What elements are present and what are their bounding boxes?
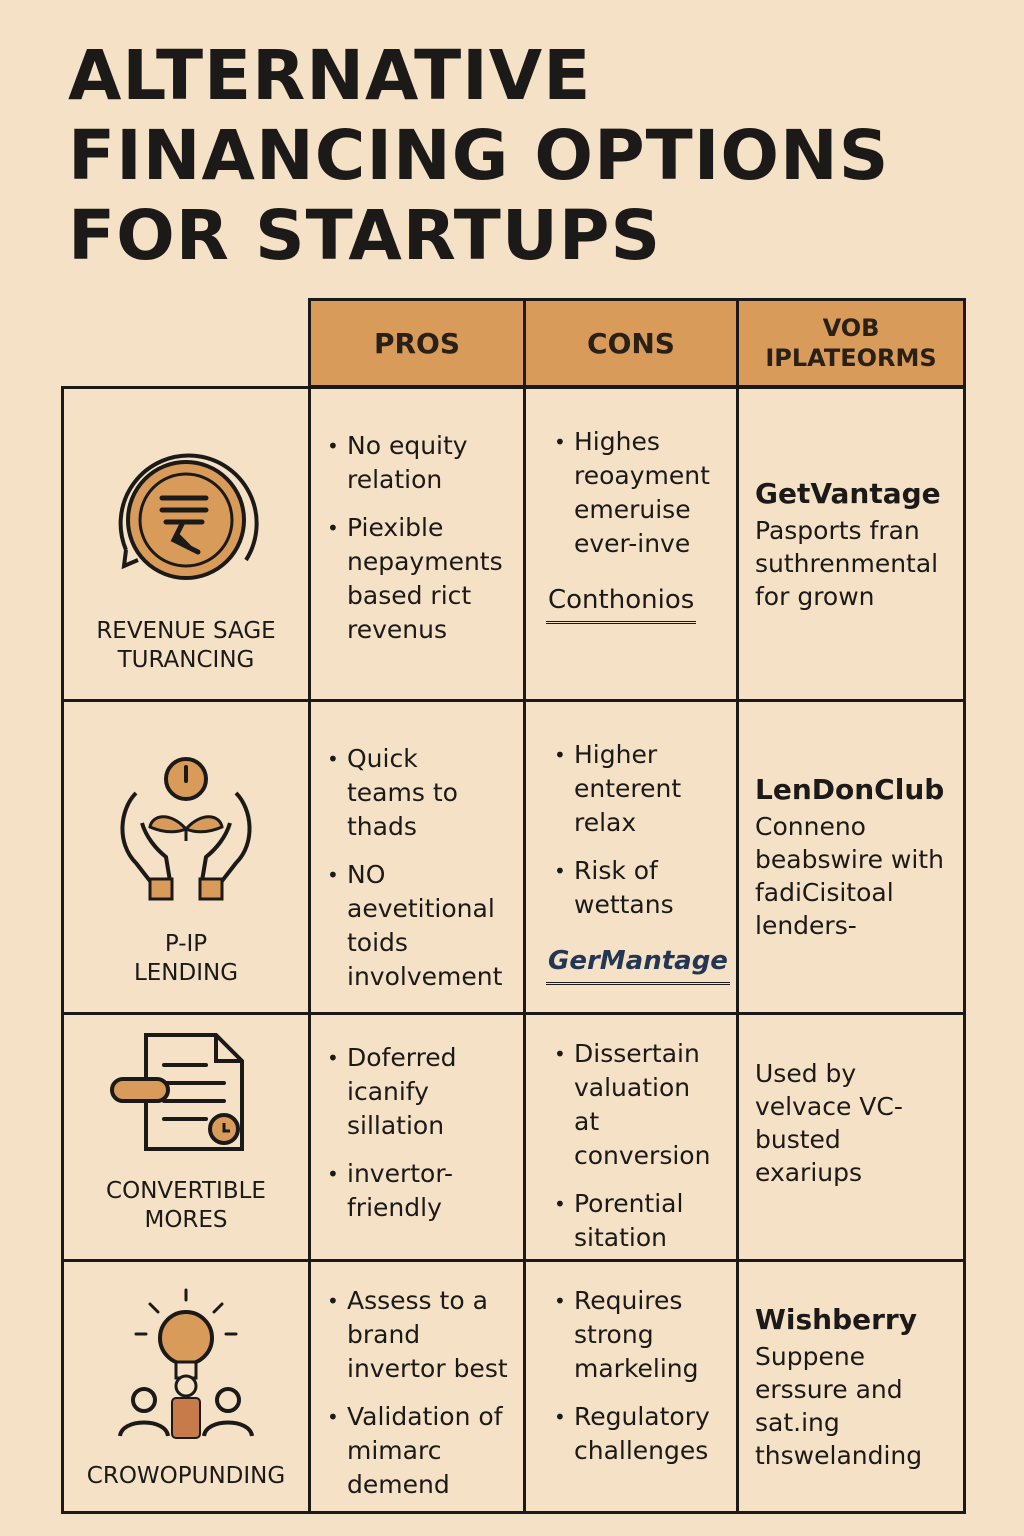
row-revenue-cons [523, 386, 739, 702]
cons-item: • Dissertain valuation at conversion [546, 1037, 728, 1173]
row-revenue-platform [736, 386, 966, 702]
cons-item: • Higher enterent relax [546, 738, 728, 840]
platform-name: LenDonClub [755, 773, 945, 806]
row-crowdfunding-pros [308, 1259, 526, 1514]
pros-item: • NO aevetitional toids involvement [319, 858, 515, 994]
row-convertible-label-cell [61, 1012, 311, 1262]
row-convertible-cons [523, 1012, 739, 1262]
row-revenue-label-cell [61, 386, 311, 702]
cons-item: • Risk of wettans [546, 854, 728, 922]
comparison-table [61, 298, 966, 1514]
row-revenue-pros [308, 386, 526, 702]
cons-item: • Highes reoayment emeruise ever-inve [546, 425, 728, 561]
cons-item: • Porential sitation [546, 1187, 728, 1255]
row-p2p-pros [308, 699, 526, 1015]
option-label: CROWOPUNDING [86, 1463, 286, 1489]
pros-item: • Quick teams to thads [319, 742, 515, 844]
platform-name: Wishberry [755, 1302, 917, 1336]
header-cons [523, 298, 739, 388]
pros-item: • No equity relation [319, 429, 515, 497]
row-convertible-pros [308, 1012, 526, 1262]
pros-item: • Validation of mimarc demend [319, 1400, 515, 1502]
row-crowdfunding-label-cell [61, 1259, 311, 1514]
lightbulb-people-icon [101, 1286, 271, 1456]
row-p2p-platform [736, 699, 966, 1015]
header-platforms [736, 298, 966, 388]
title-line-3: FOR STARTUPS [68, 196, 662, 276]
revenue-coin-icon [101, 435, 271, 605]
row-p2p-cons [523, 699, 739, 1015]
pros-item: • invertor- friendly [319, 1157, 515, 1225]
title-line-2: FINANCING OPTIONS [68, 116, 890, 196]
option-label: CONVERTIBLE MORES [106, 1178, 266, 1233]
header-platforms-label: VOB IPLATEORMS [765, 314, 937, 372]
pros-item: • Assess to a brand invertor best [319, 1284, 515, 1386]
header-pros-label: PROS [373, 326, 461, 360]
option-label: P-IP LENDING [133, 931, 239, 986]
row-crowdfunding-cons [523, 1259, 739, 1514]
pros-item: • Piexible nepayments based rict revenus [319, 511, 515, 647]
cons-logo: GerMantage [546, 946, 730, 985]
header-cons-label: CONS [587, 326, 675, 360]
page-title [68, 36, 968, 276]
cons-item: • Requires strong markeling [546, 1284, 728, 1386]
row-p2p-label-cell [61, 699, 311, 1015]
pros-item: • Doferred icanify sillation [319, 1041, 515, 1143]
platform-description: Used by velvace VC- busted exariups [755, 1059, 903, 1187]
option-label: REVENUE SAGE TURANCING [96, 618, 276, 673]
row-crowdfunding-platform [736, 1259, 966, 1514]
document-note-icon [101, 1025, 271, 1165]
platform-name: GetVantage [755, 476, 941, 510]
row-convertible-platform [736, 1012, 966, 1262]
platform-description: Conneno beabswire with fadiCisitoal lenders- [755, 812, 944, 940]
header-pros [308, 298, 526, 388]
platform-description: Pasports fran suthrenmental for grown [755, 515, 939, 611]
title-line-1: ALTERNATIVE [68, 36, 592, 116]
cons-logo: Conthonios [546, 585, 696, 624]
platform-description: Suppene erssure and sat.ing thswelanding [755, 1341, 923, 1470]
cons-item: • Regulatory challenges [546, 1400, 728, 1468]
hands-coin-icon [101, 748, 271, 918]
